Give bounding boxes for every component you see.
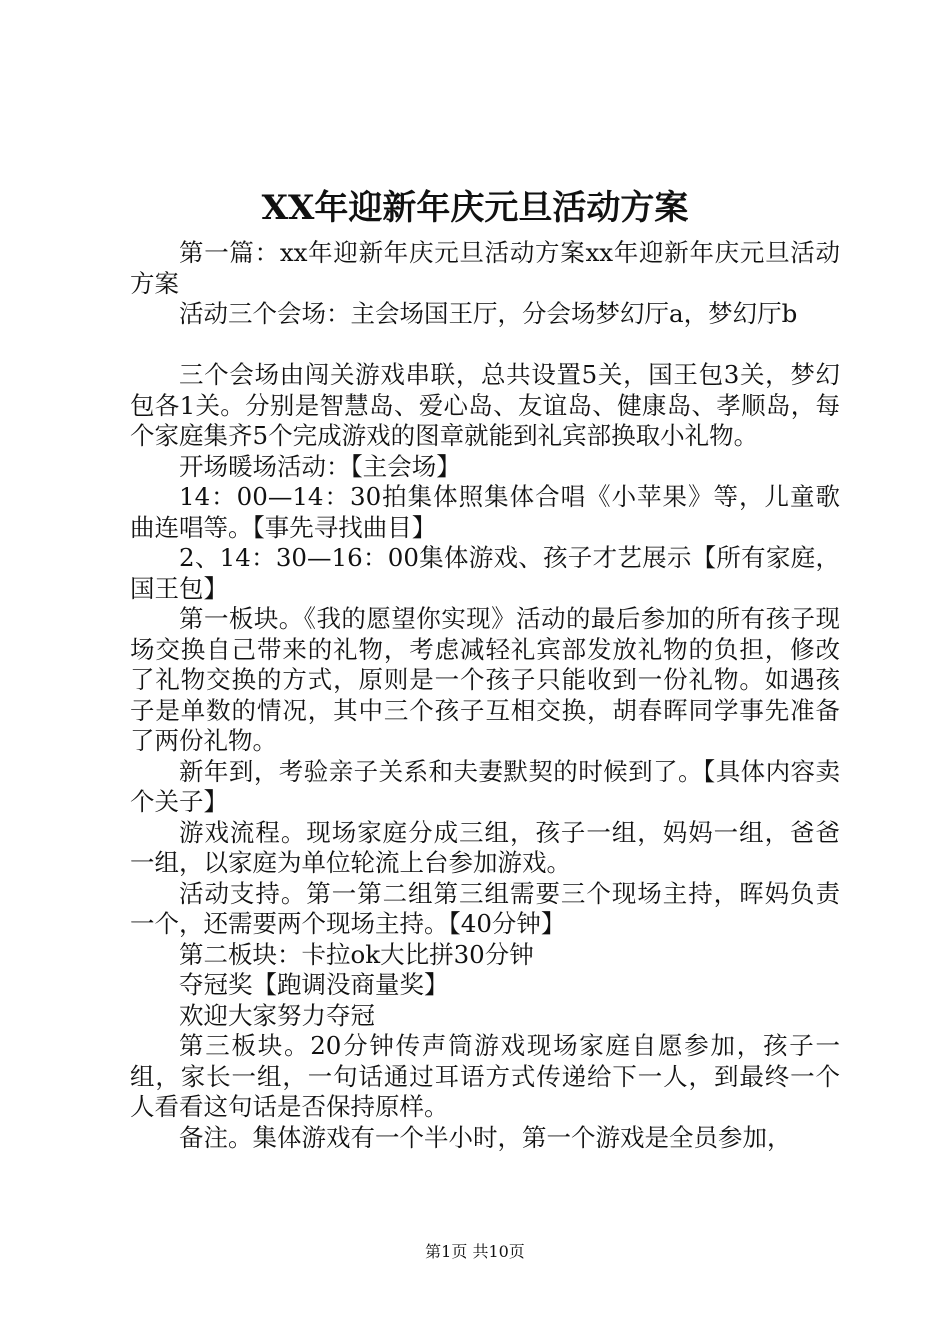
paragraph: 第三板块。20分钟传声筒游戏现场家庭自愿参加，孩子一组，家长一组，一句话通过耳语方式传递给下一人，到最终一个人看看这句话是否保持原样。 <box>130 1031 840 1121</box>
document-title: XX年迎新年庆元旦活动方案 <box>261 188 689 228</box>
paragraph: 2、14：30—16：00集体游戏、孩子才艺展示【所有家庭，国王包】 <box>130 543 840 603</box>
paragraph: 活动三个会场：主会场国王厅，分会场梦幻厅a，梦幻厅b <box>179 299 798 328</box>
paragraph: 第一板块。《我的愿望你实现》活动的最后参加的所有孩子现场交换自己带来的礼物，考虑减轻礼宾部发放礼物的负担，修改了礼物交换的方式，原则是一个孩子只能收到一份礼物。如遇孩子是单数的情况，其中三个孩子互相交换，胡春晖同学事先准备了两份礼物。 <box>130 604 840 755</box>
paragraph: 14：00—14：30拍集体照集体合唱《小苹果》等，儿童歌曲连唱等。【事先寻找曲目】 <box>130 482 840 542</box>
paragraph: 活动支持。第一第二组第三组需要三个现场主持，晖妈负责一个，还需要两个现场主持。【40分钟】 <box>130 878 840 938</box>
paragraph: 夺冠奖【跑调没商量奖】 <box>179 970 449 999</box>
paragraph: 三个会场由闯关游戏串联，总共设置5关，国王包3关，梦幻包各1关。分别是智慧岛、爱心岛、友谊岛、健康岛、孝顺岛，每个家庭集齐5个完成游戏的图章就能到礼宾部换取小礼物。 <box>130 360 840 450</box>
paragraph: 第二板块：卡拉ok大比拼30分钟 <box>179 939 534 969</box>
paragraph: 游戏流程。现场家庭分成三组，孩子一组，妈妈一组，爸爸一组，以家庭为单位轮流上台参加游戏。 <box>130 817 840 877</box>
document-body <box>130 238 840 1153</box>
paragraph: 备注。集体游戏有一个半小时，第一个游戏是全员参加， <box>179 1122 792 1152</box>
paragraph: 欢迎大家努力夺冠 <box>179 1000 375 1030</box>
paragraph: 新年到，考验亲子关系和夫妻默契的时候到了。【具体内容卖个关子】 <box>130 756 840 816</box>
paragraph: 第一篇：xx年迎新年庆元旦活动方案xx年迎新年庆元旦活动方案 <box>130 238 840 298</box>
paragraph: 开场暖场活动：【主会场】 <box>179 451 461 481</box>
page-footer: 第1页 共10页 <box>425 1242 525 1261</box>
